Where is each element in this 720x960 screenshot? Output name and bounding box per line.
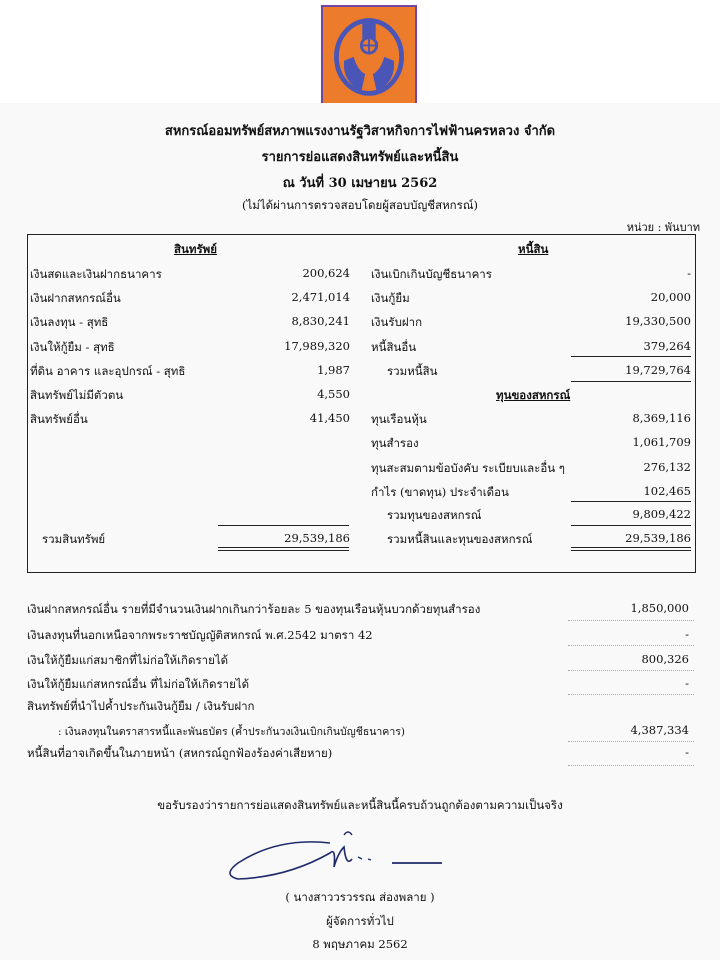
liabilities-heading: หนี้สิน: [518, 242, 549, 256]
note-value: -: [685, 745, 689, 759]
note-label: เงินให้กู้ยืมแก่สมาชิกที่ไม่ก่อให้เกิดรายได้: [27, 653, 229, 667]
note-value: 800,326: [641, 652, 689, 666]
equity-total-label: รวมทุนของสหกรณ์: [387, 508, 482, 522]
liability-value: 20,000: [650, 290, 691, 304]
report-title: รายการย่อแสดงสินทรัพย์และหนี้สิน: [261, 150, 459, 165]
asset-value: 2,471,014: [291, 290, 350, 304]
note-rule: [568, 741, 694, 742]
asset-value: 4,550: [317, 387, 350, 401]
note-label: : เงินลงทุนในตราสารหนี้และพันธบัตร (ค้ำประกันวงเงินเบิกเกินบัญชีธนาคาร): [58, 726, 405, 738]
signatory-name: ( นางสาววรวรรณ ส่องพลาย ): [285, 890, 435, 904]
liabilities-total-value: 19,729,764: [625, 363, 691, 377]
equity-total-rule: [571, 501, 691, 502]
asset-total-rule: [218, 525, 349, 526]
note-rule: [568, 694, 694, 695]
note-label: สินทรัพย์ที่นำไปค้ำประกันเงินกู้ยืม / เงินรับฝาก: [27, 699, 255, 713]
liability-label: เงินรับฝาก: [371, 315, 423, 329]
equity-value: 102,465: [643, 484, 691, 498]
asset-label: สินทรัพย์อื่น: [30, 412, 88, 426]
asset-label: เงินฝากสหกรณ์อื่น: [30, 291, 121, 305]
equity-label: ทุนเรือนหุ้น: [371, 412, 427, 426]
note-rule: [568, 645, 694, 646]
equity-label: ทุนสำรอง: [371, 436, 419, 450]
asset-value: 17,989,320: [284, 339, 350, 353]
assets-total-value: 29,539,186: [284, 531, 350, 545]
note-value: -: [685, 627, 689, 641]
grand-total-label: รวมหนี้สินและทุนของสหกรณ์: [387, 532, 533, 546]
liability-value: 19,330,500: [625, 314, 691, 328]
signature: [218, 823, 448, 895]
report-date: ณ วันที่ 30 เมษายน 2562: [282, 176, 438, 191]
assets-total-label: รวมสินทรัพย์: [42, 532, 106, 546]
liability-label: เงินกู้ยืม: [371, 291, 410, 305]
signatory-position: ผู้จัดการทั่วไป: [326, 914, 394, 928]
note-label: เงินฝากสหกรณ์อื่น รายที่มีจำนวนเงินฝากเกินกว่าร้อยละ 5 ของทุนเรือนหุ้นบวกด้วยทุนสำรอง: [27, 602, 481, 616]
equity-value: 8,369,116: [632, 411, 691, 425]
liability-value: 379,264: [643, 339, 691, 353]
audit-note: (ไม่ได้ผ่านการตรวจสอบโดยผู้สอบบัญชีสหกรณ์): [242, 198, 478, 212]
grand-total-value: 29,539,186: [625, 531, 691, 545]
equity-total-value: 9,809,422: [632, 507, 691, 521]
note-label: เงินลงทุนที่นอกเหนือจากพระราชบัญญัติสหกรณ์ พ.ศ.2542 มาตรา 42: [27, 628, 373, 642]
note-rule: [568, 765, 694, 766]
balance-sheet-box: [27, 234, 696, 573]
asset-label: เงินให้กู้ยืม - สุทธิ: [30, 340, 115, 354]
equity-value: 276,132: [643, 460, 691, 474]
asset-value: 200,624: [302, 266, 350, 280]
asset-label: เงินสดและเงินฝากธนาคาร: [30, 267, 162, 281]
signature-date: 8 พฤษภาคม 2562: [312, 937, 408, 951]
unit-label: หน่วย : พันบาท: [626, 221, 700, 234]
liability-label: เงินเบิกเกินบัญชีธนาคาร: [371, 267, 492, 281]
liability-value: -: [687, 266, 691, 280]
liability-total-rule: [571, 356, 691, 357]
equity-total-underline: [571, 525, 691, 526]
equity-label: กำไร (ขาดทุน) ประจำเดือน: [371, 485, 509, 499]
note-rule: [568, 670, 694, 671]
asset-double-rule: [218, 547, 349, 551]
note-value: 4,387,334: [630, 723, 689, 737]
grand-total-double-rule: [571, 547, 691, 551]
liabilities-total-label: รวมหนี้สิน: [387, 364, 438, 378]
note-rule: [568, 620, 694, 621]
asset-value: 41,450: [309, 411, 350, 425]
asset-label: เงินลงทุน - สุทธิ: [30, 315, 109, 329]
liability-total-underline: [571, 381, 691, 382]
org-name: สหกรณ์ออมทรัพย์สหภาพแรงงานรัฐวิสาหกิจการไฟฟ้านครหลวง จำกัด: [164, 124, 556, 139]
note-label: หนี้สินที่อาจเกิดขึ้นในภายหน้า (สหกรณ์ถูกฟ้องร้องค่าเสียหาย): [27, 746, 333, 760]
asset-label: ที่ดิน อาคาร และอุปกรณ์ - สุทธิ: [30, 364, 186, 378]
equity-heading: ทุนของสหกรณ์: [496, 388, 571, 402]
note-value: 1,850,000: [630, 601, 689, 615]
asset-value: 1,987: [317, 363, 350, 377]
liability-label: หนี้สินอื่น: [371, 340, 417, 354]
equity-label: ทุนสะสมตามข้อบังคับ ระเบียบและอื่น ๆ: [371, 461, 565, 475]
note-label: เงินให้กู้ยืมแก่สหกรณ์อื่น ที่ไม่ก่อให้เกิดรายได้: [27, 677, 250, 691]
assets-heading: สินทรัพย์: [174, 242, 217, 256]
asset-value: 8,830,241: [291, 314, 350, 328]
asset-label: สินทรัพย์ไม่มีตัวตน: [30, 388, 124, 402]
cooperative-logo: [321, 5, 417, 105]
equity-value: 1,061,709: [632, 435, 691, 449]
note-value: -: [685, 676, 689, 690]
certification-text: ขอรับรองว่ารายการย่อแสดงสินทรัพย์และหนี้สินนี้ครบถ้วนถูกต้องตามความเป็นจริง: [157, 798, 563, 812]
